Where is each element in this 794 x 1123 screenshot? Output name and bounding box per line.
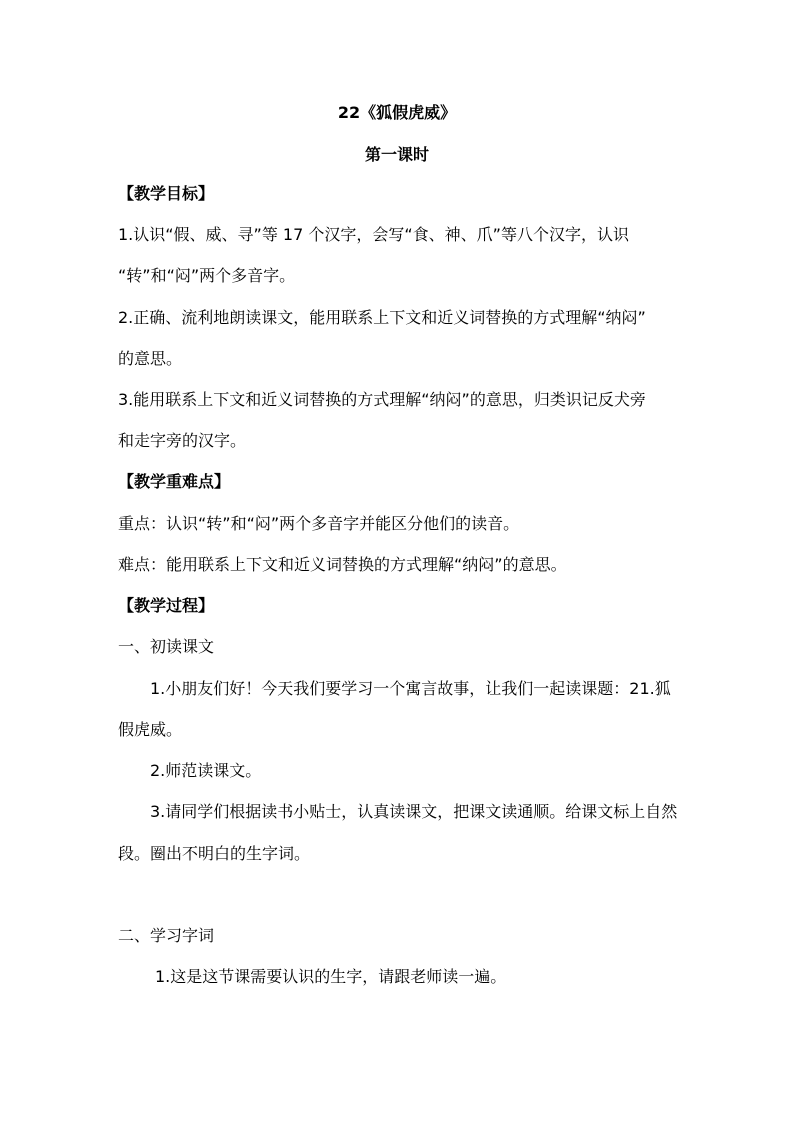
part-1-heading: 一、初读课文 [118,637,215,656]
goal-3-line-1: 3.能用联系上下文和近义词替换的方式理解“纳闷”的意思，归类识记反犬旁 [118,390,646,409]
part-1-step-2: 2.师范读课文。 [150,761,262,780]
document-title: 22《狐假虎威》 [337,103,457,122]
section-heading-key-points: 【教学重难点】 [118,472,231,491]
goal-3-line-2: 和走字旁的汉字。 [118,431,247,450]
section-heading-goals: 【教学目标】 [118,184,215,203]
goal-2-line-2: 的意思。 [118,349,183,368]
section-heading-process: 【教学过程】 [118,596,215,615]
part-2-step-1: 1.这是这节课需要认识的生字，请跟老师读一遍。 [155,967,507,986]
difficult-point-text: 难点：能用联系上下文和近义词替换的方式理解“纳闷”的意思。 [118,555,567,574]
part-2-heading: 二、学习字词 [118,926,215,945]
part-1-step-1-line-1: 1.小朋友们好！今天我们要学习一个寓言故事，让我们一起读课题：21.狐 [150,679,671,698]
goal-2-line-1: 2.正确、流利地朗读课文，能用联系上下文和近义词替换的方式理解“纳闷” [118,308,646,327]
part-1-step-1-line-2: 假虎威。 [118,720,183,739]
key-point-text: 重点：认识“转”和“闷”两个多音字并能区分他们的读音。 [118,514,520,533]
lesson-period: 第一课时 [364,145,429,164]
goal-1-line-1: 1.认识“假、威、寻”等 17 个汉字，会写“食、神、爪”等八个汉字，认识 [118,225,629,244]
goal-1-line-2: “转”和“闷”两个多音字。 [118,266,296,285]
part-1-step-3-line-1: 3.请同学们根据读书小贴士，认真读课文，把课文读通顺。给课文标上自然 [150,802,678,821]
part-1-step-3-line-2: 段。圈出不明白的生字词。 [118,844,311,863]
